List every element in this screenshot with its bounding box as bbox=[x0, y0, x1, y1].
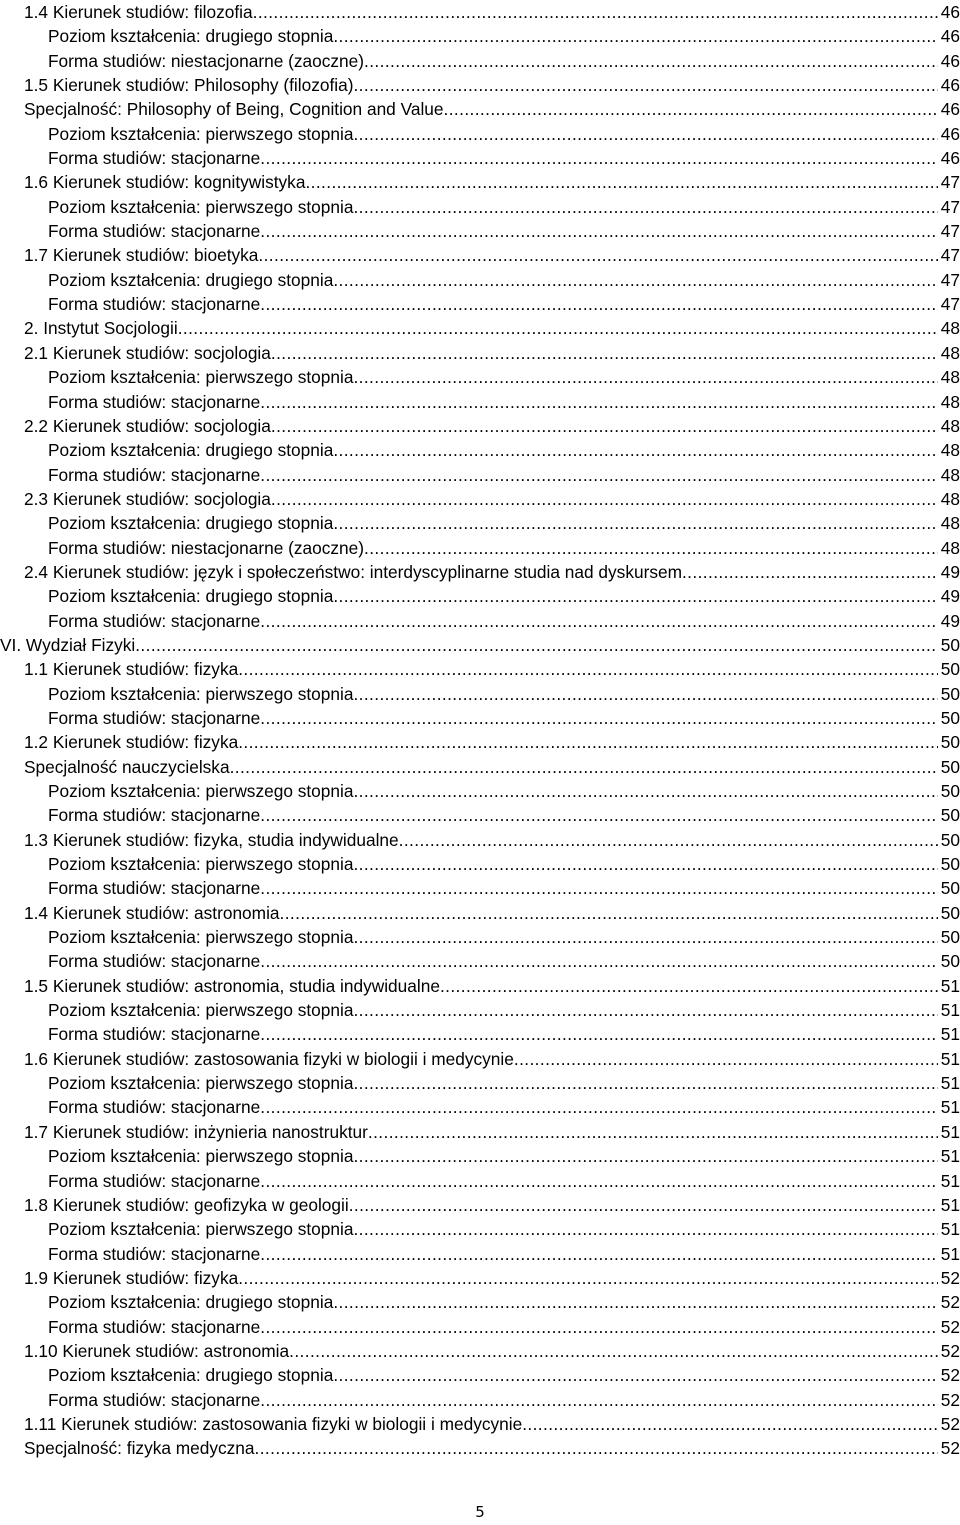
toc-dot-leader bbox=[353, 925, 937, 949]
toc-dot-leader bbox=[260, 463, 937, 487]
toc-entry[interactable] bbox=[24, 901, 960, 925]
toc-entry-page: 48 bbox=[940, 537, 960, 558]
toc-entry-page: 50 bbox=[940, 902, 960, 923]
toc-dot-leader bbox=[353, 1217, 937, 1241]
toc-entry[interactable] bbox=[24, 852, 960, 876]
toc-dot-leader bbox=[353, 998, 937, 1022]
toc-entry-label: Poziom kształcenia: pierwszego stopnia bbox=[48, 1219, 354, 1240]
toc-dot-leader bbox=[353, 852, 937, 876]
toc-entry-label: Poziom kształcenia: drugiego stopnia bbox=[48, 269, 334, 290]
toc-dot-leader bbox=[260, 1169, 937, 1193]
toc-entry-page: 51 bbox=[940, 1097, 960, 1118]
toc-entry[interactable] bbox=[24, 1047, 960, 1071]
toc-entry-label: 2.4 Kierunek studiów: język i społeczeństwo: interdyscyplinarne studia nad dyskursem bbox=[24, 561, 682, 582]
toc-entry-label: 2. Instytut Socjologii bbox=[24, 318, 178, 339]
toc-entry-page: 50 bbox=[940, 829, 960, 850]
toc-entry[interactable] bbox=[24, 268, 960, 292]
toc-entry-page: 48 bbox=[940, 367, 960, 388]
toc-entry[interactable] bbox=[24, 682, 960, 706]
toc-entry[interactable] bbox=[24, 1388, 960, 1412]
toc-entry-label: Poziom kształcenia: pierwszego stopnia bbox=[48, 123, 354, 144]
toc-entry[interactable] bbox=[24, 1217, 960, 1241]
toc-entry[interactable] bbox=[24, 0, 960, 24]
toc-entry-page: 50 bbox=[940, 781, 960, 801]
toc-entry[interactable] bbox=[24, 876, 960, 900]
toc-entry[interactable] bbox=[24, 1095, 960, 1119]
toc-dot-leader bbox=[333, 1290, 937, 1314]
toc-entry[interactable] bbox=[24, 365, 960, 389]
toc-entry-page: 51 bbox=[940, 975, 960, 996]
toc-entry[interactable] bbox=[24, 1436, 960, 1460]
toc-entry-label: Forma studiów: stacjonarne bbox=[48, 1389, 261, 1410]
toc-entry-page: 50 bbox=[940, 659, 960, 680]
toc-dot-leader bbox=[353, 122, 937, 146]
toc-entry-label: Forma studiów: stacjonarne bbox=[48, 1170, 261, 1191]
toc-dot-leader bbox=[260, 292, 937, 316]
toc-entry[interactable] bbox=[24, 24, 960, 48]
toc-entry-page: 50 bbox=[940, 732, 960, 753]
toc-entry-page: 52 bbox=[940, 1438, 960, 1459]
toc-dot-leader bbox=[260, 219, 937, 243]
toc-dot-leader bbox=[353, 365, 937, 389]
toc-entry-page: 47 bbox=[940, 245, 960, 266]
toc-entry-label: Poziom kształcenia: drugiego stopnia bbox=[48, 440, 334, 461]
toc-entry-label: VI. Wydział Fizyki bbox=[0, 634, 136, 655]
toc-entry-page: 50 bbox=[940, 634, 960, 655]
toc-entry-label: Poziom kształcenia: drugiego stopnia bbox=[48, 513, 334, 534]
toc-dot-leader bbox=[260, 1095, 937, 1119]
toc-entry-label: Forma studiów: niestacjonarne (zaoczne) bbox=[48, 537, 365, 558]
toc-entry-label: Forma studiów: niestacjonarne (zaoczne) bbox=[48, 50, 365, 71]
toc-dot-leader bbox=[353, 1071, 937, 1095]
toc-entry-page: 50 bbox=[940, 878, 960, 899]
toc-entry[interactable] bbox=[24, 925, 960, 949]
toc-entry-page: 52 bbox=[940, 1340, 960, 1361]
toc-entry[interactable] bbox=[24, 1120, 960, 1144]
toc-entry[interactable] bbox=[24, 998, 960, 1022]
toc-entry-page: 48 bbox=[940, 415, 960, 436]
toc-entry-page: 48 bbox=[940, 513, 960, 534]
toc-entry-label: 1.3 Kierunek studiów: fizyka, studia indywidualne bbox=[24, 829, 399, 850]
toc-dot-leader bbox=[260, 706, 937, 730]
toc-entry[interactable] bbox=[24, 779, 960, 803]
toc-entry-page: 48 bbox=[940, 440, 960, 461]
toc-entry-label: Forma studiów: stacjonarne bbox=[48, 805, 261, 826]
toc-dot-leader bbox=[440, 974, 938, 998]
toc-entry[interactable] bbox=[24, 1144, 960, 1168]
toc-dot-leader bbox=[364, 49, 938, 73]
toc-dot-leader bbox=[444, 97, 938, 121]
toc-entry-page: 50 bbox=[940, 927, 960, 948]
toc-entry[interactable] bbox=[24, 1412, 960, 1436]
toc-entry-label: Specjalność: fizyka medyczna bbox=[24, 1438, 255, 1459]
toc-entry[interactable] bbox=[24, 146, 960, 170]
toc-dot-leader bbox=[289, 1339, 938, 1363]
toc-entry[interactable] bbox=[24, 949, 960, 973]
toc-entry-page: 48 bbox=[940, 464, 960, 485]
toc-entry-label: Forma studiów: stacjonarne bbox=[48, 464, 261, 485]
toc-dot-leader bbox=[280, 901, 938, 925]
toc-entry[interactable] bbox=[24, 536, 960, 560]
toc-dot-leader bbox=[238, 1266, 938, 1290]
toc-entry-label: 1.7 Kierunek studiów: bioetyka bbox=[24, 245, 259, 266]
toc-entry-label: 2.1 Kierunek studiów: socjologia bbox=[24, 342, 271, 363]
toc-dot-leader bbox=[333, 438, 937, 462]
toc-entry-label: Poziom kształcenia: pierwszego stopnia bbox=[48, 854, 354, 875]
toc-dot-leader bbox=[258, 243, 937, 267]
toc-entry-page: 50 bbox=[940, 854, 960, 875]
toc-entry[interactable] bbox=[24, 49, 960, 73]
toc-entry-label: Poziom kształcenia: pierwszego stopnia bbox=[48, 1146, 354, 1167]
toc-entry-page: 47 bbox=[940, 269, 960, 290]
toc-entry-label: Poziom kształcenia: drugiego stopnia bbox=[48, 586, 334, 607]
toc-dot-leader bbox=[255, 1436, 938, 1460]
toc-dot-leader bbox=[271, 487, 938, 511]
toc-entry-page: 46 bbox=[940, 50, 960, 71]
toc-entry-label: 1.5 Kierunek studiów: astronomia, studia indywidualne bbox=[24, 975, 440, 996]
toc-entry[interactable] bbox=[24, 511, 960, 535]
toc-entry[interactable] bbox=[24, 1193, 960, 1217]
toc-dot-leader bbox=[333, 268, 937, 292]
toc-entry-label: 2.2 Kierunek studiów: socjologia bbox=[24, 415, 271, 436]
toc-entry-label: Forma studiów: stacjonarne bbox=[48, 294, 261, 315]
toc-entry-label: Forma studiów: stacjonarne bbox=[48, 221, 261, 242]
toc-entry-label: Poziom kształcenia: pierwszego stopnia bbox=[48, 683, 354, 704]
toc-entry-label: Poziom kształcenia: pierwszego stopnia bbox=[48, 367, 354, 388]
toc-entry-page: 50 bbox=[940, 707, 960, 728]
toc-entry[interactable] bbox=[24, 463, 960, 487]
toc-dot-leader bbox=[271, 414, 938, 438]
toc-dot-leader bbox=[260, 1388, 937, 1412]
toc-entry-page: 51 bbox=[940, 1146, 960, 1167]
toc-entry-label: 1.7 Kierunek studiów: inżynieria nanostruktur bbox=[24, 1121, 368, 1142]
toc-entry[interactable] bbox=[24, 730, 960, 754]
toc-dot-leader bbox=[260, 1242, 937, 1266]
toc-entry-page: 46 bbox=[940, 148, 960, 169]
toc-entry[interactable] bbox=[24, 292, 960, 316]
toc-entry-label: Poziom kształcenia: pierwszego stopnia bbox=[48, 1000, 354, 1021]
toc-entry-page: 50 bbox=[940, 805, 960, 826]
toc-dot-leader bbox=[333, 584, 937, 608]
toc-entry-page: 47 bbox=[940, 221, 960, 242]
toc-entry-page: 51 bbox=[940, 1073, 960, 1094]
toc-entry-page: 52 bbox=[940, 1413, 960, 1434]
toc-entry-label: 1.11 Kierunek studiów: zastosowania fizyki w biologii i medycynie bbox=[24, 1413, 523, 1434]
toc-entry-label: Forma studiów: stacjonarne bbox=[48, 610, 261, 631]
toc-entry-page: 48 bbox=[940, 342, 960, 363]
toc-dot-leader bbox=[238, 730, 938, 754]
toc-dot-leader bbox=[260, 1022, 937, 1046]
toc-entry-label: Forma studiów: stacjonarne bbox=[48, 878, 261, 899]
toc-entry-label: Forma studiów: stacjonarne bbox=[48, 1024, 261, 1045]
toc-entry[interactable] bbox=[24, 560, 960, 584]
toc-entry-page: 51 bbox=[940, 1121, 960, 1142]
toc-entry[interactable] bbox=[24, 316, 960, 340]
toc-entry[interactable] bbox=[24, 974, 960, 998]
toc-entry-label: Forma studiów: stacjonarne bbox=[48, 951, 261, 972]
toc-entry[interactable] bbox=[24, 1169, 960, 1193]
toc-entry-page: 47 bbox=[940, 172, 960, 193]
toc-entry-label: 1.9 Kierunek studiów: fizyka bbox=[24, 1267, 239, 1288]
toc-entry-page: 50 bbox=[940, 756, 960, 777]
toc-dot-leader bbox=[522, 1412, 938, 1436]
toc-entry[interactable] bbox=[24, 170, 960, 194]
toc-entry-label: 1.6 Kierunek studiów: kognitywistyka bbox=[24, 172, 306, 193]
toc-entry-label: 2.3 Kierunek studiów: socjologia bbox=[24, 488, 271, 509]
toc-entry[interactable] bbox=[24, 584, 960, 608]
toc-entry-page: 52 bbox=[940, 1316, 960, 1337]
toc-dot-leader bbox=[230, 755, 938, 779]
toc-entry[interactable] bbox=[24, 243, 960, 267]
toc-entry[interactable] bbox=[24, 122, 960, 146]
toc-entry-page: 50 bbox=[940, 683, 960, 704]
toc-entry[interactable] bbox=[24, 438, 960, 462]
toc-dot-leader bbox=[178, 316, 938, 340]
toc-entry-page: 46 bbox=[940, 26, 960, 47]
toc-dot-leader bbox=[260, 949, 937, 973]
toc-entry-label: Forma studiów: stacjonarne bbox=[48, 1097, 261, 1118]
toc-entry-label: Poziom kształcenia: pierwszego stopnia bbox=[48, 781, 354, 801]
toc-entry-label: Poziom kształcenia: drugiego stopnia bbox=[48, 1365, 334, 1386]
toc-entry[interactable] bbox=[24, 487, 960, 511]
toc-dot-leader bbox=[260, 146, 937, 170]
toc-entry-label: 1.5 Kierunek studiów: Philosophy (filozofia) bbox=[24, 75, 354, 96]
toc-entry[interactable] bbox=[24, 97, 960, 121]
toc-entry-label: Forma studiów: stacjonarne bbox=[48, 148, 261, 169]
toc-entry[interactable] bbox=[24, 219, 960, 243]
toc-dot-leader bbox=[353, 779, 937, 803]
toc-dot-leader bbox=[260, 390, 937, 414]
toc-entry[interactable] bbox=[24, 414, 960, 438]
toc-entry-page: 46 bbox=[940, 75, 960, 96]
toc-dot-leader bbox=[364, 536, 938, 560]
toc-entry[interactable] bbox=[24, 1315, 960, 1339]
toc-entry[interactable] bbox=[24, 755, 960, 779]
toc-entry-label: Poziom kształcenia: drugiego stopnia bbox=[48, 26, 334, 47]
toc-entry-label: 1.1 Kierunek studiów: fizyka bbox=[24, 659, 239, 680]
toc-dot-leader bbox=[333, 511, 937, 535]
toc-entry[interactable] bbox=[24, 1071, 960, 1095]
toc-entry-page: 51 bbox=[940, 1219, 960, 1240]
toc-dot-leader bbox=[353, 73, 937, 97]
toc-dot-leader bbox=[333, 24, 937, 48]
toc-dot-leader bbox=[333, 1363, 937, 1387]
toc-dot-leader bbox=[253, 0, 938, 24]
toc-entry-label: 1.10 Kierunek studiów: astronomia bbox=[24, 1340, 290, 1361]
toc-entry-label: Poziom kształcenia: pierwszego stopnia bbox=[48, 927, 354, 948]
toc-entry-page: 51 bbox=[940, 1170, 960, 1191]
toc-entry-page: 48 bbox=[940, 488, 960, 509]
toc-entry-label: 1.4 Kierunek studiów: filozofia bbox=[24, 2, 253, 22]
toc-entry-page: 50 bbox=[940, 951, 960, 972]
toc-dot-leader bbox=[353, 1144, 937, 1168]
toc-entry-page: 52 bbox=[940, 1389, 960, 1410]
toc-entry-page: 52 bbox=[940, 1292, 960, 1313]
toc-dot-leader bbox=[349, 1193, 938, 1217]
toc-dot-leader bbox=[682, 560, 938, 584]
toc-entry-label: Forma studiów: stacjonarne bbox=[48, 707, 261, 728]
toc-entry[interactable] bbox=[24, 803, 960, 827]
toc-entry[interactable] bbox=[24, 1266, 960, 1290]
toc-entry[interactable] bbox=[24, 828, 960, 852]
toc-dot-leader bbox=[260, 1315, 937, 1339]
toc-entry-page: 48 bbox=[940, 318, 960, 339]
toc-entry[interactable] bbox=[24, 1022, 960, 1046]
toc-entry-label: Forma studiów: stacjonarne bbox=[48, 1243, 261, 1264]
toc-entry-page: 52 bbox=[940, 1267, 960, 1288]
toc-entry-label: Poziom kształcenia: drugiego stopnia bbox=[48, 1292, 334, 1313]
toc-entry-page: 46 bbox=[940, 2, 960, 22]
toc-dot-leader bbox=[260, 609, 937, 633]
toc-entry-page: 52 bbox=[940, 1365, 960, 1386]
toc-entry-label: 1.8 Kierunek studiów: geofizyka w geologii bbox=[24, 1194, 349, 1215]
toc-entry[interactable] bbox=[24, 706, 960, 730]
toc-entry-label: Specjalność nauczycielska bbox=[24, 756, 230, 777]
toc-dot-leader bbox=[368, 1120, 938, 1144]
toc-entry-page: 46 bbox=[940, 99, 960, 120]
toc-dot-leader bbox=[305, 170, 937, 194]
toc-entry-label: Specjalność: Philosophy of Being, Cognition and Value bbox=[24, 99, 444, 120]
toc-entry-page: 51 bbox=[940, 1000, 960, 1021]
toc-entry[interactable] bbox=[24, 609, 960, 633]
toc-entry-page: 51 bbox=[940, 1024, 960, 1045]
toc-entry-label: Poziom kształcenia: pierwszego stopnia bbox=[48, 1073, 354, 1094]
toc-entry[interactable] bbox=[24, 1242, 960, 1266]
toc-entry-page: 51 bbox=[940, 1243, 960, 1264]
toc-entry[interactable] bbox=[24, 1290, 960, 1314]
toc-entry-label: Poziom kształcenia: pierwszego stopnia bbox=[48, 196, 354, 217]
toc-entry-label: Forma studiów: stacjonarne bbox=[48, 391, 261, 412]
toc-entry-label: 1.2 Kierunek studiów: fizyka bbox=[24, 732, 239, 753]
toc-entry-label: Forma studiów: stacjonarne bbox=[48, 1316, 261, 1337]
toc-entry-page: 49 bbox=[940, 561, 960, 582]
toc-entry-page: 48 bbox=[940, 391, 960, 412]
toc-dot-leader bbox=[260, 876, 937, 900]
toc-entry-page: 46 bbox=[940, 123, 960, 144]
toc-entry[interactable] bbox=[24, 1363, 960, 1387]
page-number: 5 bbox=[475, 1503, 485, 1521]
toc-dot-leader bbox=[271, 341, 938, 365]
toc-entry-page: 49 bbox=[940, 610, 960, 631]
toc-dot-leader bbox=[135, 633, 938, 657]
toc-entry-page: 51 bbox=[940, 1194, 960, 1215]
toc-entry[interactable] bbox=[24, 195, 960, 219]
toc-entry-label: 1.4 Kierunek studiów: astronomia bbox=[24, 902, 280, 923]
toc-entry-label: 1.6 Kierunek studiów: zastosowania fizyki w biologii i medycynie bbox=[24, 1048, 514, 1069]
toc-dot-leader bbox=[399, 828, 938, 852]
toc-dot-leader bbox=[514, 1047, 938, 1071]
toc-entry[interactable] bbox=[24, 341, 960, 365]
toc-entry-page: 47 bbox=[940, 294, 960, 315]
toc-entry[interactable] bbox=[0, 633, 960, 657]
toc-entry[interactable] bbox=[24, 73, 960, 97]
toc-entry-page: 49 bbox=[940, 586, 960, 607]
toc-dot-leader bbox=[238, 657, 938, 681]
toc-dot-leader bbox=[260, 803, 937, 827]
toc-dot-leader bbox=[353, 195, 937, 219]
toc-dot-leader bbox=[353, 682, 937, 706]
toc-entry-page: 47 bbox=[940, 196, 960, 217]
toc-entry-page: 51 bbox=[940, 1048, 960, 1069]
toc-entry[interactable] bbox=[24, 1339, 960, 1363]
toc-entry[interactable] bbox=[24, 390, 960, 414]
toc-entry[interactable] bbox=[24, 657, 960, 681]
